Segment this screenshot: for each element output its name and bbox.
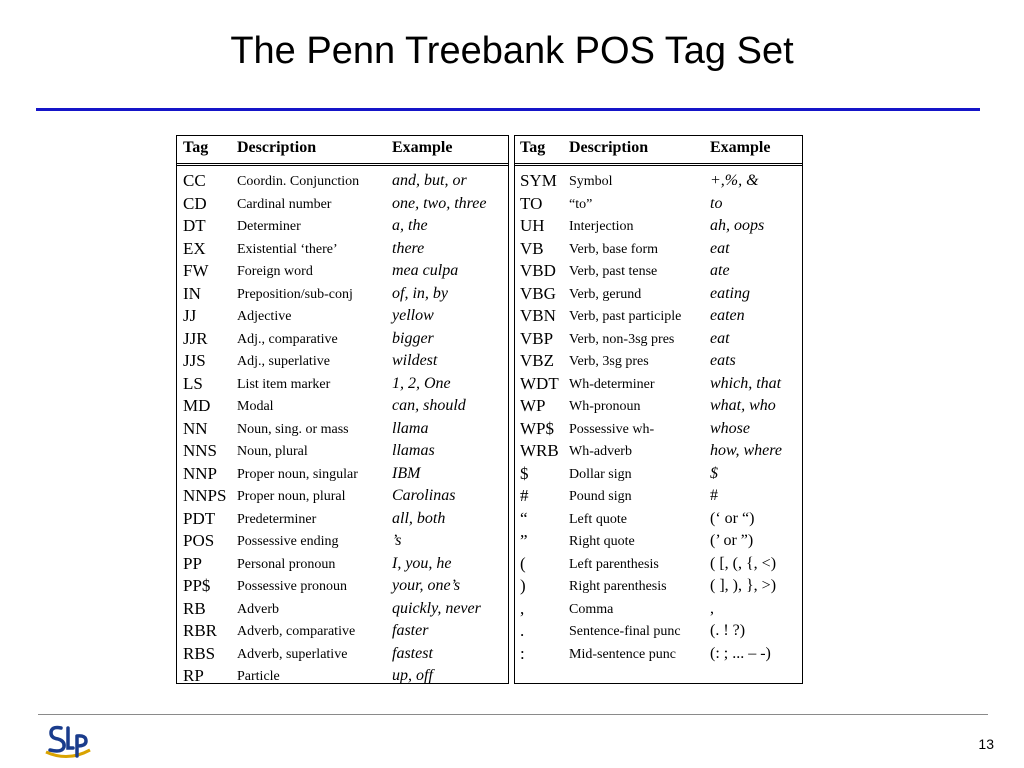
table-row [515,598,802,621]
tag-cell: WP$ [520,418,554,438]
table-row [177,485,508,508]
description-cell: Possessive ending [237,534,339,549]
header-tag: Tag [520,139,546,156]
description-cell: “to” [569,196,593,212]
table-row [515,575,802,598]
tag-cell: LS [183,373,203,393]
table-row [515,395,802,418]
tag-cell: RP [183,666,204,685]
table-row [177,598,508,621]
tag-cell: NNS [183,441,218,460]
tag-cell: . [520,621,525,640]
example-cell: yellow [392,307,434,324]
example-cell: whose [710,419,750,437]
table-row [177,215,508,238]
table-row [177,305,508,328]
table-row [515,350,802,373]
description-cell: Adj., comparative [237,331,338,347]
table-row [515,328,802,351]
example-cell: llamas [392,442,435,459]
page-number: 13 [978,736,994,752]
example-cell: IBM [392,464,421,482]
table-header [177,136,508,166]
description-cell: Verb, non-3sg pres [569,331,675,347]
description-cell: Comma [569,601,614,617]
description-cell: Proper noun, singular [237,466,358,482]
tag-cell: TO [520,193,543,213]
table-row [177,643,508,666]
description-cell: Foreign word [237,264,313,279]
example-cell: eating [710,284,750,302]
description-cell: Determiner [237,219,301,234]
example-cell: ate [710,262,730,279]
tag-cell: VB [520,238,544,258]
table-row [515,508,802,531]
example-cell: quickly, never [392,599,481,617]
example-cell: eaten [710,307,745,324]
description-cell: Symbol [569,174,613,189]
description-cell: Pound sign [569,489,632,504]
description-cell: Wh-pronoun [569,399,641,414]
description-cell: Personal pronoun [237,556,336,572]
description-cell: Left quote [569,511,627,527]
tag-cell: PP$ [183,576,211,595]
tag-cell: WP [520,396,546,415]
table-row [515,260,802,283]
table-row [515,305,802,328]
table-row [177,170,508,193]
description-cell: Proper noun, plural [237,489,346,504]
description-cell: Particle [237,669,280,684]
description-cell: Possessive pronoun [237,579,348,594]
table-row [515,620,802,643]
table-row [177,328,508,351]
example-cell: , [710,599,714,617]
description-cell: Wh-determiner [569,376,655,392]
table-row [515,553,802,576]
header-description: Description [237,139,317,156]
example-cell: (. ! ?) [710,622,746,639]
description-cell: Left parenthesis [569,556,659,572]
example-cell: faster [392,622,429,639]
example-cell: Carolinas [392,487,456,504]
table-row [177,575,508,598]
example-cell: up, off [392,667,433,684]
tag-cell: ” [520,531,528,550]
table-row [515,373,802,396]
tag-cell: VBN [520,306,556,325]
description-cell: Mid-sentence punc [569,646,676,662]
tag-cell: DT [183,216,206,235]
tag-table-left [176,135,509,684]
description-cell: Modal [237,399,274,414]
table-row [515,440,802,463]
example-cell: fastest [392,644,433,662]
table-row [177,530,508,553]
example-cell: I, you, he [392,554,452,572]
description-cell: Interjection [569,219,634,234]
example-cell: llama [392,419,429,437]
table-row [515,643,802,666]
description-cell: Verb, past tense [569,264,658,279]
example-cell: of, in, by [392,284,448,302]
example-cell: ’s [392,532,402,549]
description-cell: Sentence-final punc [569,624,681,639]
header-tag: Tag [183,139,209,156]
example-cell: bigger [392,329,434,347]
example-cell: ah, oops [710,217,765,234]
tag-cell: # [520,486,529,505]
tag-cell: VBD [520,261,556,280]
slp-logo [42,722,94,762]
table-row [515,418,802,441]
tag-cell: EX [183,238,206,258]
tag-cell: JJR [183,328,208,348]
table-row [177,553,508,576]
tag-table-right [514,135,803,684]
description-cell: Coordin. Conjunction [237,174,360,189]
tag-cell: JJ [183,306,197,325]
table-row [515,485,802,508]
description-cell: Dollar sign [569,466,632,482]
table-body [515,166,802,665]
table-row [177,508,508,531]
slide-title: The Penn Treebank POS Tag Set [230,30,794,72]
tag-cell: $ [520,463,529,483]
example-cell: a, the [392,217,428,234]
tag-cell: MD [183,396,211,415]
example-cell: there [392,239,425,257]
tag-cell: UH [520,216,545,235]
description-cell: Verb, past participle [569,309,682,324]
description-cell: List item marker [237,376,331,392]
table-row [177,350,508,373]
example-cell: eat [710,329,730,347]
tag-cell: RB [183,598,206,618]
example-cell: $ [710,464,718,482]
slp-logo-icon [42,722,94,762]
tag-cell: NNPS [183,486,227,505]
table-header [515,136,802,166]
tag-cell: VBP [520,328,554,348]
tag-cell: ( [520,553,526,573]
table-row [177,238,508,261]
table-row [515,193,802,216]
tag-cell: ) [520,576,526,595]
description-cell: Possessive wh- [569,421,655,437]
example-cell: and, but, or [392,172,467,189]
table-row [177,418,508,441]
table-row [515,283,802,306]
example-cell: one, two, three [392,194,487,212]
description-cell: Adjective [237,309,292,324]
example-cell: (‘ or “) [710,509,755,527]
table-row [177,440,508,463]
tag-cell: NNP [183,463,218,483]
example-cell: eat [710,239,730,257]
tag-cell: , [520,598,525,618]
description-cell: Wh-adverb [569,444,632,459]
tag-cell: RBR [183,621,218,640]
example-cell: (: ; ... – -) [710,644,771,662]
description-cell: Noun, sing. or mass [237,421,349,437]
table-body [177,166,508,688]
example-cell: ( ], ), }, >) [710,577,777,594]
table-row [177,665,508,688]
description-cell: Cardinal number [237,196,332,212]
table-row [515,530,802,553]
tag-cell: WRB [520,441,559,460]
example-cell: 1, 2, One [392,374,451,392]
description-cell: Existential ‘there’ [237,241,338,257]
example-cell: can, should [392,397,466,414]
description-cell: Verb, 3sg pres [569,354,649,369]
table-row [515,238,802,261]
table-row [177,620,508,643]
description-cell: Noun, plural [237,444,308,459]
example-cell: ( [, (, {, <) [710,554,777,572]
example-cell: your, one’s [392,577,461,594]
table-row [177,283,508,306]
description-cell: Adverb, superlative [237,646,348,662]
example-cell: +,%, & [710,172,759,189]
tag-cell: PDT [183,508,216,528]
example-cell: what, who [710,397,776,414]
footer-divider [38,714,988,715]
example-cell: to [710,194,723,212]
table-row [177,373,508,396]
example-cell: # [710,487,718,504]
description-cell: Verb, base form [569,241,659,257]
header-description: Description [569,139,649,156]
table-row [177,193,508,216]
table-row [177,463,508,486]
example-cell: eats [710,352,736,369]
tag-cell: VBG [520,283,556,303]
description-cell: Adj., superlative [237,354,330,369]
example-cell: all, both [392,509,446,527]
example-cell: how, where [710,442,782,459]
description-cell: Verb, gerund [569,286,642,302]
tag-cell: SYM [520,171,557,190]
tag-cell: VBZ [520,351,554,370]
tag-cell: CC [183,171,206,190]
tag-cell: PP [183,553,202,573]
table-row [515,463,802,486]
tag-cell: JJS [183,351,206,370]
tag-cell: WDT [520,373,559,393]
table-row [515,215,802,238]
tag-cell: NN [183,418,208,438]
tag-cell: CD [183,193,207,213]
tag-cell: “ [520,508,528,528]
description-cell: Adverb [237,601,279,617]
description-cell: Adverb, comparative [237,624,356,639]
tag-cell: FW [183,261,209,280]
tag-cell: IN [183,283,201,303]
example-cell: which, that [710,374,782,392]
table-row [177,395,508,418]
tag-cell: : [520,643,525,663]
example-cell: (’ or ”) [710,532,754,549]
example-cell: wildest [392,352,438,369]
description-cell: Predeterminer [237,511,317,527]
header-example: Example [392,139,453,156]
table-row [177,260,508,283]
tag-cell: POS [183,531,215,550]
header-example: Example [710,139,771,156]
example-cell: mea culpa [392,262,459,279]
description-cell: Right parenthesis [569,579,667,594]
table-row [515,170,802,193]
description-cell: Right quote [569,534,635,549]
tag-cell: RBS [183,643,216,663]
title-divider [36,108,980,111]
description-cell: Preposition/sub-conj [237,286,353,302]
